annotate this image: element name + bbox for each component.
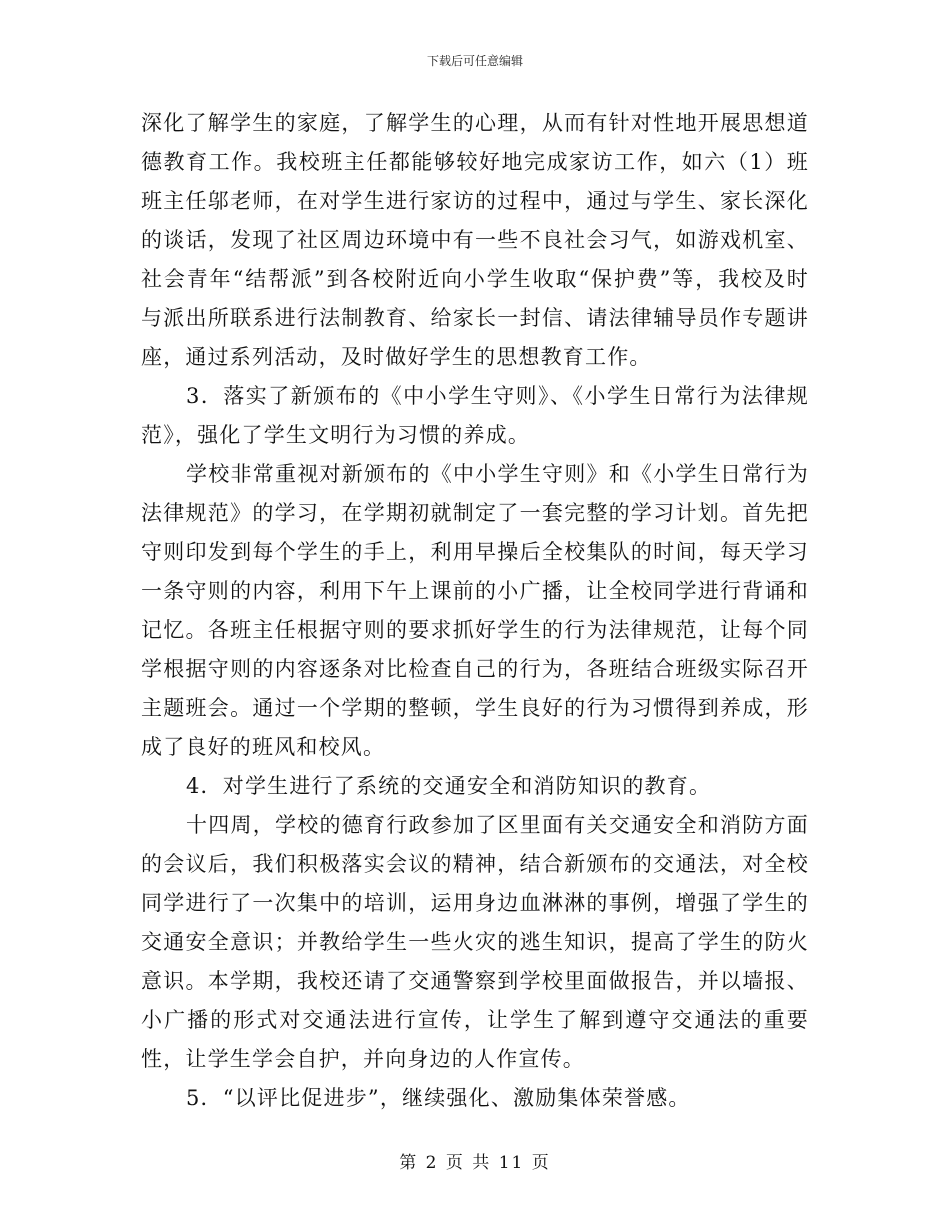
paragraph-code-of-conduct: 学校非常重视对新颁布的《中小学生守则》和《小学生日常行为法律规范》的学习，在学期初就制定了一套完整的学习计划。首先把守则印发到每个学生的手上，利用早操后全校集队的时间，每天学习一条守则的内容，利用下午上课前的小广播，让全校同学进行背诵和记忆。各班主任根据守则的要求抓好学生的行为法律规范，让每个同学根据守则的内容逐条对比检查自己的行为，各班结合班级实际召开主题班会。通过一个学期的整顿，学生良好的行为习惯得到养成，形成了良好的班风和校风。 <box>141 462 809 759</box>
section-heading-5: 5．“以评比促进步”，继续强化、激励集体荣誉感。 <box>186 1086 691 1110</box>
paragraph-traffic-safety: 十四周，学校的德育行政参加了区里面有关交通安全和消防方面的会议后，我们积极落实会议的精神，结合新颁布的交通法，对全校同学进行了一次集中的培训，运用身边血淋淋的事例，增强了学生的交通安全意识；并教给学生一些火灾的逃生知识，提高了学生的防火意识。本学期，我校还请了交通警察到学校里面做报告，并以墙报、小广播的形式对交通法进行宣传，让学生了解到遵守交通法的重要性，让学生学会自护，并向身边的人作宣传。 <box>141 813 809 1071</box>
document-body <box>141 104 809 1118</box>
paragraph-continuation: 深化了解学生的家庭，了解学生的心理，从而有针对性地开展思想道德教育工作。我校班主任都能够较好地完成家访工作，如六（1）班班主任邬老师，在对学生进行家访的过程中，通过与学生、家长深化的谈话，发现了社区周边环境中有一些不良社会习气，如游戏机室、社会青年“结帮派”到各校附近向小学生收取“保护费”等，我校及时与派出所联系进行法制教育、给家长一封信、请法律辅导员作专题讲座，通过系列活动，及时做好学生的思想教育工作。 <box>141 111 809 369</box>
section-heading-4: 4．对学生进行了系统的交通安全和消防知识的教育。 <box>186 774 712 798</box>
page-number-footer: 第 2 页 共 11 页 <box>399 1153 551 1173</box>
page-header: 下载后可任意编辑 <box>426 54 523 68</box>
section-heading-3: 3．落实了新颁布的《中小学生守则》、《小学生日常行为法律规范》，强化了学生文明行为习惯的养成。 <box>141 384 809 447</box>
